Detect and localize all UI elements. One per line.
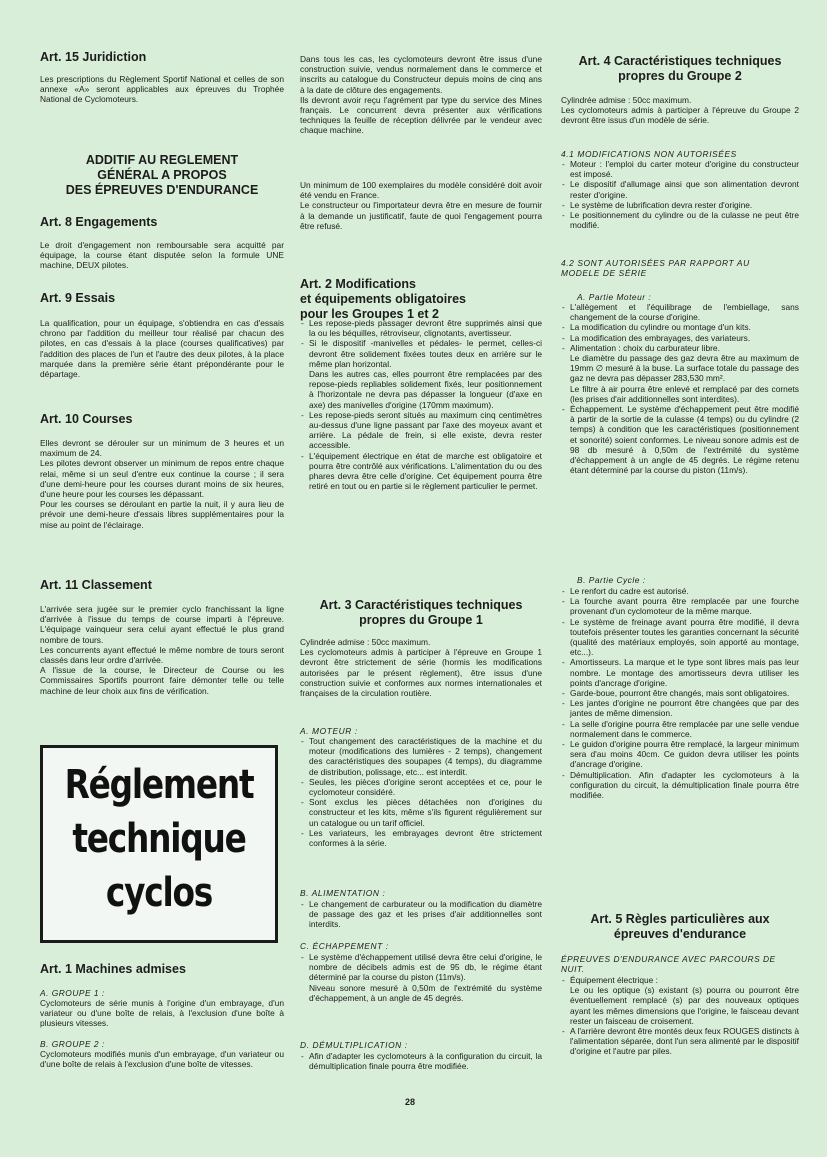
partie-cycle-item: - Le renfort du cadre est autorisé. — [561, 586, 799, 596]
partie-cycle-list — [561, 586, 799, 800]
art2-title-text: Art. 2 Modifications et équipements obligatoires pour les Groupes 1 et 2 — [300, 277, 467, 321]
partie-cycle-item: - Amortisseurs. La marque et le type sont libres mais pas leur nombre. Le montage des amortisseurs devra utiliser les points d'ancrage d'origine. — [561, 657, 799, 688]
partie-moteur-item: - La modification du cylindre ou montage d'un kits. — [561, 322, 799, 332]
art2-item: - Les repose-pieds passager devront être supprimés ainsi que la ou les béquilles, rétroviseur, clignotants, avertisseur. — [300, 318, 542, 338]
demul-item: - Afin d'adapter les cyclomoteurs à la configuration du circuit, la démultiplication finale pourra être modifiée. — [300, 1051, 542, 1071]
art9-title: Art. 9 Essais — [40, 291, 116, 305]
art11-title: Art. 11 Classement — [40, 578, 152, 592]
s41-item: - Le dispositif d'allumage ainsi que son alimentation devront rester d'origine. — [561, 179, 799, 199]
echap-item: - Le système d'échappement utilisé devra être celui d'origine, le nombre de décibels admis est de 95 db, le régime étant déterminé par la course du piston (11m/s). Niveau sonore mesuré à 0,50m de l'extrémité du système d'échappement, à un angle de 45 degrés. — [300, 952, 542, 1003]
art2-item: - Si le dispositif -manivelles et pédales- le permet, celles-ci devront être solidement fixées toutes deux en arrière sur le même plan horizontal. Dans les autres cas, elles pourront être remplacées par des repose-pieds repliables solidement fixés, leur positionnement à l'horizontale ne devra pas dépasser la longueur (d'axe en axe) des manivelles d'origine (170mm maximum). — [300, 338, 542, 409]
art5-item: - Équipement électrique : Le ou les optique (s) existant (s) pourra ou pourront être éventuellement remplacé (s) par des nouveaux optiques ayant les mêmes dimensions que l'origine, le faisceau devant rester un faisceau de croisement. — [561, 975, 799, 1026]
s41-item: - Moteur : l'emploi du carter moteur d'origine du constructeur est imposé. — [561, 159, 799, 179]
art2-list — [300, 318, 542, 491]
intro-text: Dans tous les cas, les cyclomoteurs devront être issus d'une construction suivie, vendus normalement dans le commerce et inscrits au catalogue du Constructeur depuis moins de cinq ans à la date de clôture des engagements. Ils devront avoir reçu l'agrément par type du service des Mines français. Le concurrent devra présenter aux vérifications techniques la feuille de réception délivrée par le vendeur avec chaque machine. — [300, 54, 542, 136]
box-title: Réglement technique cyclos — [64, 762, 254, 916]
art15-title: Art. 15 Juridiction — [40, 50, 147, 64]
art5-item: - A l'arrière devront être montés deux feux ROUGES distincts à l'alimentation séparée, dont l'un sera alimenté par le dispositif d'origine et l'autre par piles. — [561, 1026, 799, 1057]
s41-item: - Le positionnement du cylindre ou de la culasse ne peut être modifié. — [561, 210, 799, 230]
art8-title: Art. 8 Engagements — [40, 215, 158, 229]
art15-text: Les prescriptions du Règlement Sportif National et celles de son annexe «A» seront applicables aux épreuves du Trophée National de Cyclomoteurs. — [40, 74, 284, 105]
echap-label: C. ÉCHAPPEMENT : — [300, 941, 389, 951]
moteur-label: A. MOTEUR : — [300, 726, 358, 736]
art4-text: Cylindrée admise : 50cc maximum. Les cyclomoteurs admis à participer à l'épreuve du Groupe 2 devront être issus d'un modèle de série. — [561, 95, 799, 126]
moteur-list — [300, 736, 542, 848]
art10-text: Elles devront se dérouler sur un minimum de 3 heures et un maximum de 24. Les pilotes devront observer un minimum de repos entre chaque relai, même si un seul d'entre eux continue la course ; il sera d'une demi-heure pour les courses durant moins de six heures, d'une heure pour les courses les dépassant. Pour les courses se déroulant en partie la nuit, il y aura lieu de prévoir une demi-heure d'essais libres supplémentaires pour la mise au point de l'éclairage. — [40, 438, 284, 530]
partie-cycle-label: B. Partie Cycle : — [577, 575, 646, 585]
alim-item: - Le changement de carburateur ou la modification du diamètre de passage des gaz et les prises d'air additionnelles sont interdits. — [300, 899, 542, 930]
alim-label: B. ALIMENTATION : — [300, 888, 386, 898]
alim-list — [300, 899, 542, 930]
art5-title: Art. 5 Règles particulières aux épreuves d'endurance — [590, 912, 770, 941]
partie-cycle-item: - Le système de freinage avant pourra être modifié, il devra toutefois présenter toutes les garanties concernant la sécurité (qualité des matériaux employés, soin apporté au montage, etc...). — [561, 617, 799, 658]
partie-cycle-item: - Garde-boue, pourront être changés, mais sont obligatoires. — [561, 688, 799, 698]
art9-text: La qualification, pour un équipage, s'obtiendra en cas d'essais chrono par l'addition du meilleur tour réalisé par chacun des pilotes, en cas d'essais à la place (courses qualificatives) par l'addition des places de l'un et l'autre des deux pilotes, à la place marquée dans la première série étant prépondérante pour le départage. — [40, 318, 284, 380]
groupe1-label: A. GROUPE 1 : — [40, 988, 105, 998]
partie-cycle-item: - Démultiplication. Afin d'adapter les cyclomoteurs à la configuration du circuit, la démultiplication finale pourra être modifiée. — [561, 770, 799, 801]
s41-item: - Le système de lubrification devra rester d'origine. — [561, 200, 799, 210]
moteur-item: - Les variateurs, les embrayages devront être strictement conformes à la série. — [300, 828, 542, 848]
demul-list — [300, 1051, 542, 1071]
art5-list — [561, 975, 799, 1057]
art11-text: L'arrivée sera jugée sur le premier cyclo franchissant la ligne d'arrivée à l'issue du temps de course imparti à l'épreuve. L'équipage vainqueur sera celui ayant effectué le plus grand nombre de tours. Les concurrents ayant effectué le même nombre de tours seront classés dans leur ordre d'arrivée. A l'issue de la course, le Directeur de Course ou les Commissaires Sportifs pourront faire démonter telle ou telle machine de leur choix aux fins de vérification. — [40, 604, 284, 696]
additif-heading: ADDITIF AU REGLEMENT GÉNÉRAL A PROPOS DES ÉPREUVES D'ENDURANCE — [65, 153, 259, 197]
art8-text: Le droit d'engagement non remboursable sera acquitté par équipage, la course étant disputée selon la formule UNE machine, DEUX pilotes. — [40, 240, 284, 271]
s41-list — [561, 159, 799, 230]
partie-moteur-item: - La modification des embrayages, des variateurs. — [561, 333, 799, 343]
art1-title: Art. 1 Machines admises — [40, 962, 186, 976]
demul-label: D. DÉMULTIPLICATION : — [300, 1040, 408, 1050]
groupe1-text: Cyclomoteurs de série munis à l'origine d'un embrayage, d'un variateur ou d'une boîte de relais, à l'exclusion d'une boîte à plusieurs vitesses. — [40, 998, 284, 1029]
partie-cycle-item: - Les jantes d'origine ne pourront être changées que par des jantes de même dimension. — [561, 698, 799, 718]
intro-text-2: Un minimum de 100 exemplaires du modèle considéré doit avoir été vendu en France. Le constructeur ou l'importateur devra être en mesure de fournir à la demande un justificatif, faute de quoi l'engagement pourra être refusé. — [300, 180, 542, 231]
groupe2-text: Cyclomoteurs modifiés munis d'un embrayage, d'un variateur ou d'une boîte de relais à l'exclusion d'une boîte de vitesses. — [40, 1049, 284, 1070]
art5-label: ÉPREUVES D'ENDURANCE AVEC PARCOURS DE NUIT. — [561, 954, 776, 975]
art4-title: Art. 4 Caractéristiques techniques propres du Groupe 2 — [578, 54, 782, 83]
partie-moteur-item: - L'allègement et l'équilibrage de l'embiellage, sans changement de la course d'origine. — [561, 302, 799, 322]
moteur-item: - Sont exclus les pièces détachées non d'origines du constructeur et les kits, même s'ils figurent régulièrement sur un catalogue ou un tarif officiel. — [300, 797, 542, 828]
art3-text: Cylindrée admise : 50cc maximum. Les cyclomoteurs admis à participer à l'épreuve en Groupe 1 devront être strictement de série (hormis les modifications autorisées par le présent règlement), être issus d'une construction suivie et conformes aux normes internationales et françaises de la circulation routière. — [300, 637, 542, 699]
partie-cycle-item: - La selle d'origine pourra être remplacée par une selle vendue normalement dans le commerce. — [561, 719, 799, 739]
moteur-item: - Seules, les pièces d'origine seront acceptées et ce, pour le cyclomoteur considéré. — [300, 777, 542, 797]
groupe2-label: B. GROUPE 2 : — [40, 1039, 105, 1049]
art3-title: Art. 3 Caractéristiques techniques propres du Groupe 1 — [319, 598, 523, 627]
partie-moteur-label: A. Partie Moteur : — [577, 292, 652, 302]
page-number: 28 — [405, 1097, 416, 1107]
partie-moteur-list — [561, 302, 799, 475]
s41-label: 4.1 MODIFICATIONS NON AUTORISÉES — [561, 149, 737, 159]
moteur-item: - Tout changement des caractéristiques de la machine et du moteur (modifications des lumières - 2 temps), changement des caractéristiques des soupapes (4 temps), du diagramme de distribution, polissage, etc... est interdit. — [300, 736, 542, 777]
title-box — [40, 745, 278, 943]
art10-title: Art. 10 Courses — [40, 412, 133, 426]
partie-moteur-item: - Alimentation : choix du carburateur libre. Le diamètre du passage des gaz devra être au maximum de 19mm ∅ mesuré à la buse. La surface totale du passage des gaz ne devra pas dépasser 283,530 mm². Le filtre à air pourra être enlevé et remplacé par des cornets (les prises d'air additionnelles sont interdites). — [561, 343, 799, 404]
partie-moteur-item: - Échappement. Le système d'échappement peut être modifié à partir de la sortie de la culasse (4 temps) ou du cylindre (2 temps) à condition que les caractéristiques (positionnement et sonorité) soient conformes. Le niveau sonore admis est de 98 db mesuré à 0,50m de l'extrémité du système d'échappement à un angle de 45 degrés. Le régime retenu étant déterminé par la course du piston (11m/s). — [561, 404, 799, 475]
partie-cycle-item: - Le guidon d'origine pourra être remplacé, la largeur minimum sera d'au moins 40cm. Ce guidon devra utiliser les points d'ancrage d'origine. — [561, 739, 799, 770]
art2-item: - L'équipement électrique en état de marche est obligatoire et pourra être contrôlé aux vérifications. L'alimentation du ou des phares devra être celle d'origine. Cet équipement pourra être retiré en tout ou en partie si le règlement particulier le permet. — [300, 451, 542, 492]
partie-cycle-item: - La fourche avant pourra être remplacée par une fourche provenant d'un cyclomoteur de la même marque. — [561, 596, 799, 616]
echap-list — [300, 952, 542, 1003]
s42-label: 4.2 SONT AUTORISÉES PAR RAPPORT AU MODELE DE SÉRIE — [561, 258, 750, 279]
art2-item: - Les repose-pieds seront situés au maximum cinq centimètres au-dessus d'une ligne passant par l'axe des moyeux avant et arrière. La pédale de frein, si elle existe, devra rester accessible. — [300, 410, 542, 451]
